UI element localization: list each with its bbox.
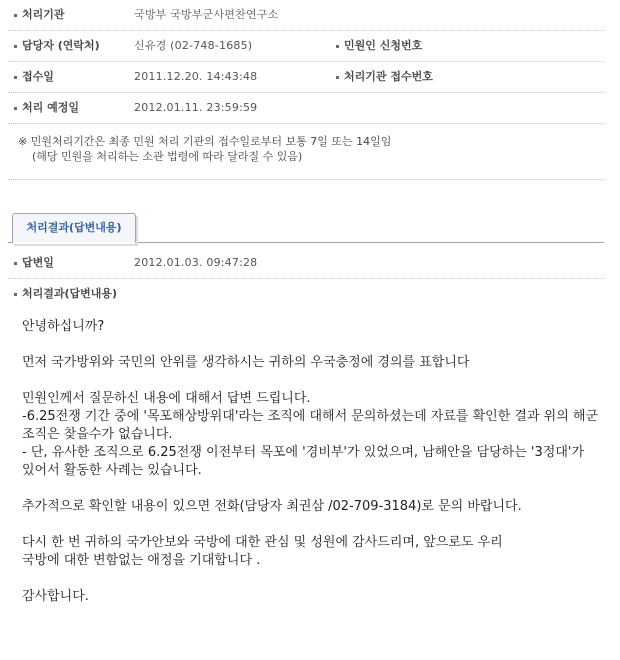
manager-label: 담당자 (연락처) bbox=[22, 39, 100, 52]
result-tabbar bbox=[8, 213, 604, 243]
bullet-icon bbox=[14, 107, 17, 110]
due-value: 2012.01.11. 23:59:59 bbox=[134, 101, 258, 114]
info-row-manager bbox=[8, 31, 604, 62]
note-line-2: (해당 민원을 처리하는 소관 법령에 따라 달라질 수 있음) bbox=[32, 150, 303, 163]
processing-period-note bbox=[18, 134, 391, 164]
answer-closing: 감사합니다. bbox=[22, 589, 89, 604]
org-receipt-number-label: 처리기관 접수번호 bbox=[344, 70, 433, 83]
answer-paragraph-2-line-3: - 단, 유사한 조직으로 6.25전쟁 이전부터 목포에 '경비부'가 있었으며, 남해안을 담당하는 '3정대'가 있어서 활동한 사례는 있습니다. bbox=[22, 445, 585, 478]
bullet-icon bbox=[14, 262, 17, 265]
answer-date-value: 2012.01.03. 09:47:28 bbox=[134, 256, 258, 269]
bullet-icon bbox=[14, 76, 17, 79]
result-section bbox=[8, 248, 604, 305]
answer-paragraph-4-line-2: 국방에 대한 변함없는 애정을 기대합니다 . bbox=[22, 553, 261, 568]
received-label: 접수일 bbox=[22, 70, 54, 83]
answer-greeting: 안녕하십니까? bbox=[22, 319, 105, 334]
answer-paragraph-3: 추가적으로 확인할 내용이 있으면 전화(담당자 최권삼 /02-709-3184)로 문의 바랍니다. bbox=[22, 499, 522, 514]
received-value: 2011.12.20. 14:43:48 bbox=[134, 70, 258, 83]
note-line-1: ※ 민원처리기간은 최종 민원 처리 기관의 접수일로부터 보통 7일 또는 14일임 bbox=[18, 135, 392, 148]
info-row-org bbox=[8, 0, 604, 31]
info-table bbox=[8, 0, 604, 124]
answer-date-label: 답변일 bbox=[22, 256, 54, 269]
bullet-icon bbox=[336, 45, 339, 48]
answer-paragraph-2-line-2: -6.25전쟁 기간 중에 '목포해상방위대'라는 조직에 대해서 문의하셨는데 자료를 확인한 결과 위의 해군 조직은 찾을수가 없습니다. bbox=[22, 409, 599, 442]
answer-date-row bbox=[8, 248, 604, 279]
bullet-icon bbox=[14, 14, 17, 17]
org-value: 국방부 국방부군사편찬연구소 bbox=[134, 8, 279, 21]
answer-body bbox=[22, 318, 602, 606]
due-label: 처리 예정일 bbox=[22, 101, 79, 114]
answer-paragraph-4-line-1: 다시 한 번 귀하의 국가안보와 국방에 대한 관심 및 성원에 감사드리며, 앞으로도 우리 bbox=[22, 535, 503, 550]
bullet-icon bbox=[14, 45, 17, 48]
org-label: 처리기관 bbox=[22, 8, 65, 21]
bullet-icon bbox=[336, 76, 339, 79]
info-row-due bbox=[8, 93, 604, 124]
info-row-received bbox=[8, 62, 604, 93]
tab-result[interactable]: 처리결과(답변내용) bbox=[12, 213, 136, 244]
answer-paragraph-2-line-1: 민원인께서 질문하신 내용에 대해서 답변 드립니다. bbox=[22, 391, 311, 406]
applicant-number-label: 민원인 신청번호 bbox=[344, 39, 423, 52]
divider bbox=[8, 179, 604, 180]
answer-paragraph-1: 먼저 국가방위와 국민의 안위를 생각하시는 귀하의 우국충정에 경의를 표합니다 bbox=[22, 355, 470, 370]
answer-content-header bbox=[8, 283, 604, 305]
manager-value: 신유경 (02-748-1685) bbox=[134, 39, 253, 52]
answer-content-label: 처리결과(답변내용) bbox=[22, 287, 118, 300]
bullet-icon bbox=[14, 293, 17, 296]
